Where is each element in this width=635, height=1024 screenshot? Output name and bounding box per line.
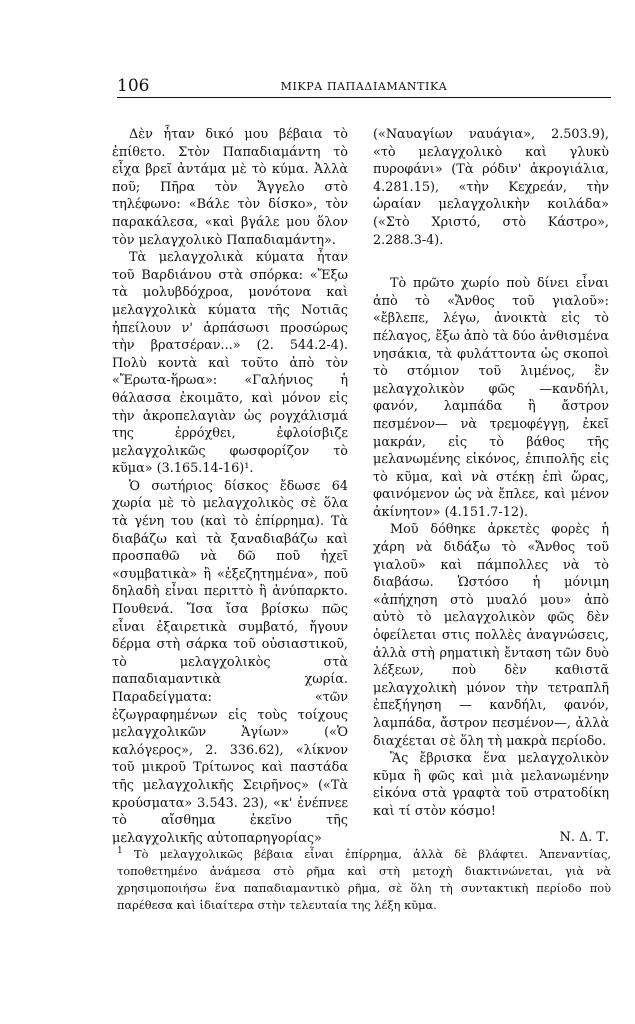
paragraph: Τὰ μελαγχολικὰ κύματα ἦταν τοῦ Βαρδιάνου στὰ σπόρκα: «Ἔξω τὰ μολυβδόχροα, μονότονα καὶ μελαγχολικὰ κύματα τῆς Νοτιᾶς ἠπείλουν ν' ἁρπάσωσι προσώρως τὴν βρατσέραν...» (2. 544.2-4). Πολὺ κοντὰ καὶ τοῦτο ἀπὸ τὸν «Ἔρωτα-ἥρωα»: «Γαλήνιος ἡ θάλασσα ἐκοιμᾶτο, καὶ μόνον εἰς τὴν ἀκροπελαγιὰν ὡς ρογχάλισμά της ἐρρόχθει, ἐφλοίσβιζε μελαγχολικῶς φωσφορίζον τὸ κῦμα» (3.165.14-16)¹. <box>112 250 348 477</box>
running-header <box>117 76 611 96</box>
paragraph: Δὲν ἦταν δικό μου βέβαια τὸ ἐπίθετο. Στὸν Παπαδιαμάντη τὸ εἶχα βρεῖ ἀντάμα μὲ τὸ κύμα. Ἀλλὰ ποῦ; Πῆρα τὸν Ἄγγελο στὸ τηλέφωνο: «Βάλε τὸν δίσκο», τὸν παρακάλεσα, «καὶ βγάλε μου ὅλον τὸν μελαγχολικὸ Παπαδιαμάντη». <box>112 127 348 248</box>
paragraph: («Ναυαγίων ναυάγια», 2.503.9), «τὸ μελαγχολικὸ καὶ γλυκὺ πυροφάνι» (Τὰ ρόδιν' ἀκρογιάλια, 4.281.15), «τὴν Κεχρεάν, τὴν ὡραίαν μελαγχολικὴν κοιλάδα» («Στὸ Χριστό, στὸ Κάστρο», 2.288.3-4). <box>373 127 609 248</box>
paragraph: Τὸ πρῶτο χωρίο ποὺ δίνει εἶναι ἀπὸ τὸ «Ἄνθος τοῦ γιαλοῦ»: «ἔβλεπε, λέγω, ἀνοικτὰ εἰς τὸ πέλαγος, ἔξω ἀπὸ τὰ δύο ἀνθισμένα νησάκια, τὰ φυλάττοντα ὡς σκοποὶ τὸ στόμιον τοῦ λιμένος, ἓν μελαγχολικὸν φῶς —κανδήλι, φανόν, λαμπάδα ἢ ἄστρον πεσμένον— νὰ τρεμοφέγγῃ, ἐκεῖ μακράν, εἰς τὸ βάθος τῆς μελανωμένης εἰκόνος, ἐπιπολῆς εἰς τὸ κῦμα, καὶ νὰ στέκῃ ἐπὶ ὥρας, φαινόμενον ὡς νὰ ἔπλεε, καὶ μένον ἀκίνητον» (4.151.7-12). <box>373 276 609 520</box>
header-rule <box>117 97 611 98</box>
footnote-text: Τὸ μελαγχολικῶς βέβαια εἶναι ἐπίρρημα, ἀλλὰ δὲ βλάφτει. Ἀπεναντίας, τοποθετημένο ἀνάμεσα στὸ ρῆμα καὶ στὴ μετοχὴ διακτινώνεται, γιὰ νὰ χρησιμοποιήσω ἕνα παπαδιαμαντικὸ ρῆμα, σὲ ὅλη τὴ συντακτικὴ περίοδο ποὺ παρέθεσα καὶ ἰδιαίτερα στὴν τελευταία της λέξη κῦμα. <box>117 846 612 912</box>
paragraph: Ὁ σωτήριος δίσκος ἔδωσε 64 χωρία μὲ τὸ μελαγχολικὸς σὲ ὅλα τὰ γένη του (καὶ τὸ ἐπίρρημα). Τὰ διαβάζω καὶ τὰ ξαναδιαβάζω καὶ προσπαθῶ νὰ δῶ ποῦ ἠχεῖ «συμβατικὰ» ἢ «ἐξεζητημένα», ποῦ δηλαδὴ εἶναι περιττὸ ἢ ἀνύπαρκτο. Πουθενά. Ἴσα ἴσα βρίσκω πῶς εἶναι ἐξαιρετικὰ συμβατό, ἤγουν δέρμα στὴ σάρκα τοῦ οὐσιαστικοῦ, τὸ μελαγχολικὸς στὰ παπαδιαμαντικὰ χωρία. Παραδείγματα: «τῶν ἐζωγραφημένων εἰς τοὺς τοίχους μελαγχολικῶν Ἁγίων» («Ὁ καλόγερος», 2. 336.62), «λίκνον τοῦ μικροῦ Τρίτωνος καὶ παστάδα τῆς μελαγχολικῆς Σειρῆνος» («Τὰ κρούσματα» 3.543. 23), «κ' ἐνέπνεε τὸ αἴσθημα ἐκεῖνο τῆς μελαγχολικῆς αὐτοπαρηγορίας» <box>112 478 348 846</box>
author-signature: Ν. Δ. Τ. <box>559 829 609 845</box>
running-title: ΜΙΚΡΑ ΠΑΠΑΔΙΑΜΑΝΤΙΚΑ <box>280 80 448 93</box>
paragraph: Μοῦ δόθηκε ἀρκετὲς φορὲς ἡ χάρη νὰ διδάξω τὸ «Ἄνθος τοῦ γιαλοῦ» καὶ πάμπολλες νὰ τὸ διαβάσω. Ὡστόσο ἡ μόνιμη «ἀπήχηση στὸ μυαλό μου» ἀπὸ αὐτὸ τὸ μελαγχολικὸν φῶς δὲν ὀφείλεται στις πολλὲς ἀναγνώσεις, ἀλλὰ στὴ ρηματικὴ ἔνταση τῶν δυὸ λέξεων, ποὺ δὲν καθιστᾶ μελαγχολικὴ μόνον τὴν τετραπλῆ ἐπεξήγηση — κανδήλι, φανόν, λαμπάδα, ἄστρον πεσμένον—, ἀλλὰ διαχέεται σὲ ὅλη τὴ μακρὰ περίοδο. <box>373 522 609 749</box>
footnote <box>117 843 611 914</box>
footnote-marker: 1 <box>117 846 123 856</box>
paragraph: Ἂς ἔβρισκα ἕνα μελαγχολικὸν κῦμα ἢ φῶς καὶ μιὰ μελανωμένην εἰκόνα στὰ γραφτὰ τοῦ στρατοδίκη καὶ τί στὸν κόσμο! <box>373 751 609 819</box>
page-number: 106 <box>117 76 150 96</box>
right-column <box>373 126 609 846</box>
left-column <box>112 126 348 847</box>
